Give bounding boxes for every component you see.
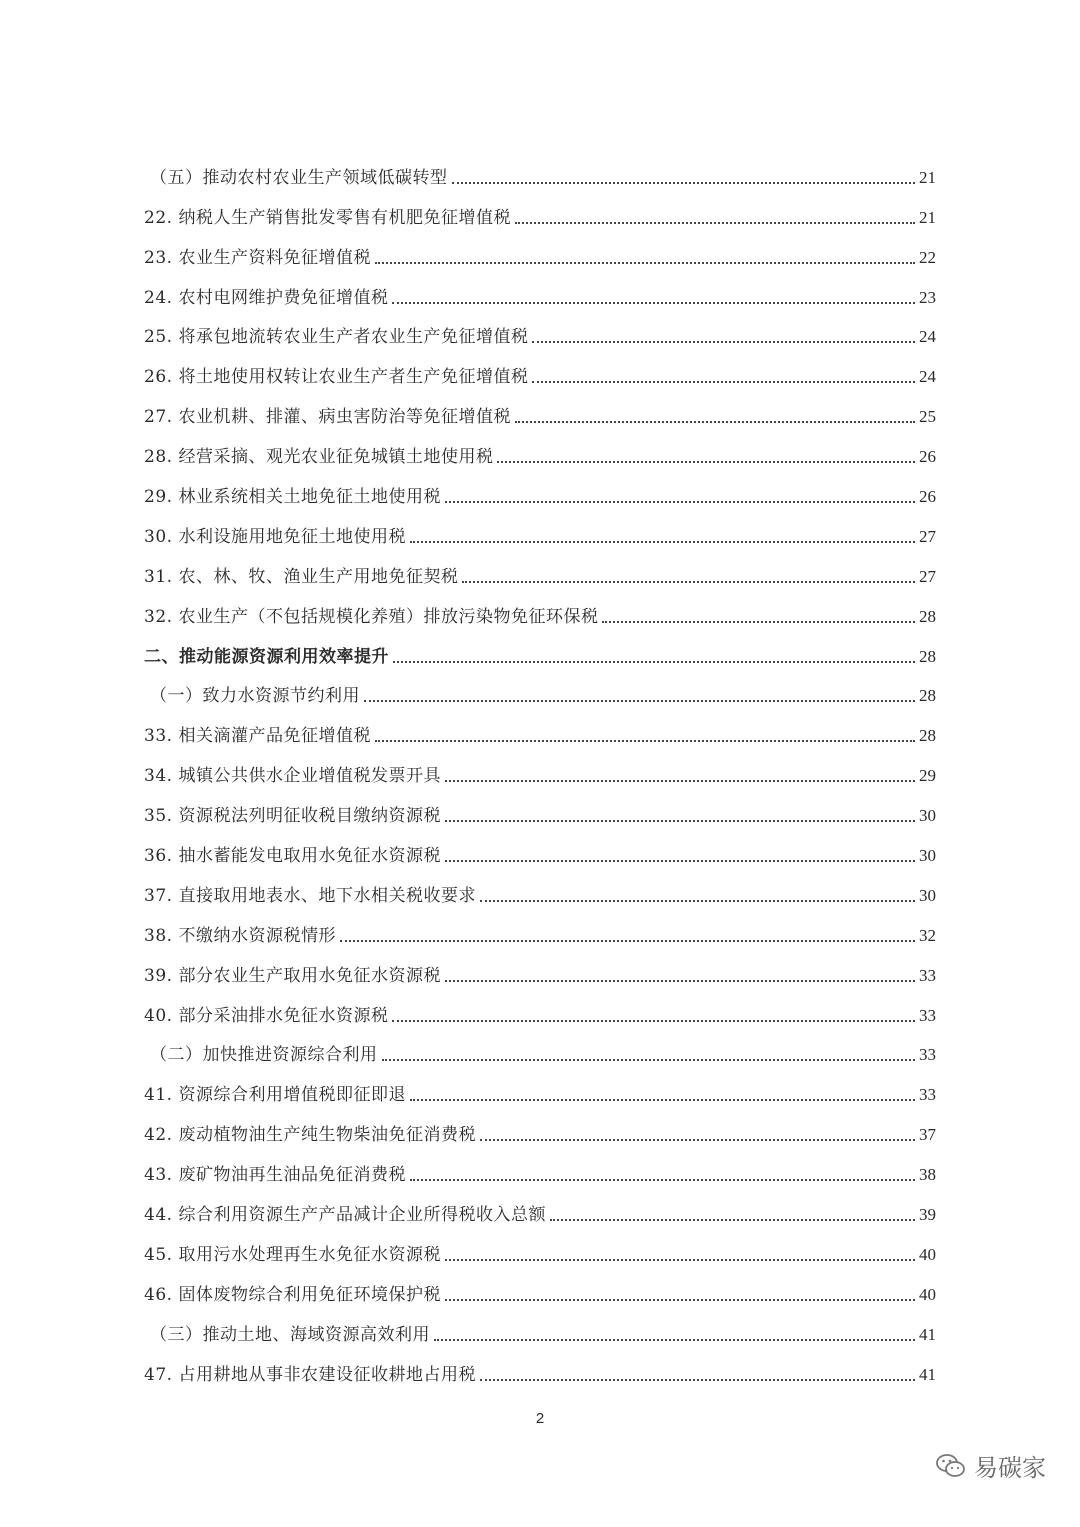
dot-leader	[497, 461, 915, 463]
toc-entry-label: （五）推动农村农业生产领域低碳转型	[150, 167, 448, 188]
dot-leader	[462, 581, 915, 583]
toc-entry[interactable]	[144, 309, 936, 349]
toc-entry-page: 30	[919, 806, 936, 826]
toc-entry[interactable]	[144, 588, 936, 628]
dot-leader	[445, 1259, 915, 1261]
toc-entry-label: 38. 不缴纳水资源税情形	[144, 925, 336, 946]
wechat-icon	[936, 1453, 966, 1479]
dot-leader	[480, 1139, 915, 1141]
toc-entry-label: 30. 水利设施用地免征土地使用税	[144, 526, 406, 547]
toc-entry[interactable]	[144, 668, 936, 708]
dot-leader	[515, 421, 915, 423]
dot-leader	[410, 1179, 915, 1181]
toc-entry-label: 43. 废矿物油再生油品免征消费税	[144, 1165, 406, 1186]
toc-entry-page: 23	[919, 287, 936, 307]
toc-entry[interactable]	[144, 348, 936, 388]
toc-entry-label: 39. 部分农业生产取用水免征水资源税	[144, 965, 441, 986]
toc-entry-page: 28	[919, 686, 936, 706]
dot-leader	[602, 621, 915, 623]
toc-entry[interactable]	[144, 628, 936, 668]
toc-entry-page: 26	[919, 447, 936, 467]
toc-entry[interactable]	[144, 1306, 936, 1346]
toc-entry[interactable]	[144, 1186, 936, 1226]
toc-entry-label: 40. 部分采油排水免征水资源税	[144, 1005, 389, 1026]
toc-entry-page: 27	[919, 566, 936, 586]
toc-entry[interactable]	[144, 548, 936, 588]
toc-entry-label: 42. 废动植物油生产纯生物柴油免征消费税	[144, 1125, 476, 1146]
toc-entry-page: 33	[919, 965, 936, 985]
toc-entry-label: 29. 林业系统相关土地免征土地使用税	[144, 487, 441, 508]
toc-entry[interactable]	[144, 508, 936, 548]
toc-entry-page: 39	[919, 1205, 936, 1225]
toc-entry-page: 40	[919, 1284, 936, 1304]
toc-entry-label: 45. 取用污水处理再生水免征水资源税	[144, 1244, 441, 1265]
toc-entry-page: 37	[919, 1125, 936, 1145]
toc-entry[interactable]	[144, 1226, 936, 1266]
dot-leader	[382, 1059, 916, 1061]
toc-entry-page: 27	[919, 526, 936, 546]
toc-entry-label: 47. 占用耕地从事非农建设征收耕地占用税	[144, 1364, 476, 1385]
dot-leader	[445, 501, 915, 503]
toc-entry[interactable]	[144, 388, 936, 428]
toc-entry[interactable]	[144, 428, 936, 468]
toc-entry-label: 25. 将承包地流转农业生产者农业生产免征增值税	[144, 327, 529, 348]
toc-entry[interactable]	[144, 747, 936, 787]
toc-entry-page: 25	[919, 407, 936, 427]
toc-entry-label: 31. 农、林、牧、渔业生产用地免征契税	[144, 566, 459, 587]
toc-entry[interactable]	[144, 1146, 936, 1186]
toc-entry[interactable]	[144, 149, 936, 189]
toc-entry[interactable]	[144, 827, 936, 867]
dot-leader	[445, 980, 915, 982]
toc-entry[interactable]	[144, 907, 936, 947]
toc-entry-page: 29	[919, 766, 936, 786]
toc-entry[interactable]	[144, 1066, 936, 1106]
dot-leader	[393, 661, 915, 663]
toc-entry-page: 28	[919, 726, 936, 746]
toc-entry-page: 21	[919, 207, 936, 227]
toc-entry-label: 32. 农业生产（不包括规模化养殖）排放污染物免征环保税	[144, 606, 599, 627]
dot-leader	[550, 1219, 915, 1221]
toc-entry[interactable]	[144, 1027, 936, 1067]
toc-entry-label: （三）推动土地、海域资源高效利用	[150, 1324, 430, 1345]
toc-entry[interactable]	[144, 1346, 936, 1386]
toc-entry-page: 21	[919, 167, 936, 187]
toc-entry-label: 二、推动能源资源利用效率提升	[144, 646, 389, 667]
dot-leader	[410, 1099, 915, 1101]
dot-leader	[392, 302, 915, 304]
toc-entry-page: 28	[919, 606, 936, 626]
toc-entry-page: 28	[919, 646, 936, 666]
toc-entry-label: 44. 综合利用资源生产产品减计企业所得税收入总额	[144, 1205, 546, 1226]
table-of-contents	[144, 149, 936, 1386]
toc-entry-label: 36. 抽水蓄能发电取用水免征水资源税	[144, 846, 441, 867]
dot-leader	[445, 1299, 915, 1301]
toc-entry-label: 23. 农业生产资料免征增值税	[144, 247, 371, 268]
dot-leader	[445, 780, 915, 782]
toc-entry-label: 27. 农业机耕、排灌、病虫害防治等免征增值税	[144, 407, 511, 428]
dot-leader	[445, 820, 915, 822]
toc-entry[interactable]	[144, 947, 936, 987]
dot-leader	[452, 182, 916, 184]
dot-leader	[375, 262, 915, 264]
dot-leader	[532, 381, 915, 383]
toc-entry[interactable]	[144, 987, 936, 1027]
toc-entry-label: 37. 直接取用地表水、地下水相关税收要求	[144, 885, 476, 906]
toc-entry-page: 24	[919, 327, 936, 347]
toc-entry-page: 33	[919, 1005, 936, 1025]
dot-leader	[434, 1339, 915, 1341]
toc-entry-label: （一）致力水资源节约利用	[150, 686, 360, 707]
toc-entry-page: 32	[919, 925, 936, 945]
toc-entry-label: 22. 纳税人生产销售批发零售有机肥免征增值税	[144, 207, 511, 228]
toc-entry-page: 30	[919, 846, 936, 866]
dot-leader	[515, 222, 915, 224]
toc-entry-label: 24. 农村电网维护费免征增值税	[144, 287, 389, 308]
dot-leader	[375, 740, 915, 742]
page-number: 2	[535, 1410, 545, 1427]
toc-entry-page: 24	[919, 367, 936, 387]
toc-entry[interactable]	[144, 1266, 936, 1306]
toc-entry-label: 34. 城镇公共供水企业增值税发票开具	[144, 766, 441, 787]
toc-entry-page: 33	[919, 1045, 936, 1065]
toc-entry-label: 33. 相关滴灌产品免征增值税	[144, 726, 371, 747]
toc-entry-page: 38	[919, 1165, 936, 1185]
toc-entry-page: 22	[919, 247, 936, 267]
toc-entry-label: 26. 将土地使用权转让农业生产者生产免征增值税	[144, 367, 529, 388]
toc-entry[interactable]	[144, 787, 936, 827]
dot-leader	[445, 860, 915, 862]
toc-entry-label: 35. 资源税法列明征收税目缴纳资源税	[144, 806, 441, 827]
dot-leader	[480, 1379, 915, 1381]
toc-entry[interactable]	[144, 867, 936, 907]
dot-leader	[340, 940, 915, 942]
toc-entry-label: 28. 经营采摘、观光农业征免城镇土地使用税	[144, 447, 494, 468]
toc-entry-page: 26	[919, 487, 936, 507]
toc-entry-label: 46. 固体废物综合利用免征环境保护税	[144, 1284, 441, 1305]
toc-entry-page: 41	[919, 1364, 936, 1384]
toc-entry-label: 41. 资源综合利用增值税即征即退	[144, 1085, 406, 1106]
dot-leader	[532, 341, 915, 343]
toc-entry[interactable]	[144, 1106, 936, 1146]
toc-entry[interactable]	[144, 468, 936, 508]
watermark-text: 易碳家	[974, 1454, 1046, 1482]
dot-leader	[480, 900, 915, 902]
toc-entry-page: 41	[919, 1324, 936, 1344]
toc-entry[interactable]	[144, 229, 936, 269]
toc-entry[interactable]	[144, 707, 936, 747]
toc-entry-page: 33	[919, 1085, 936, 1105]
dot-leader	[392, 1020, 915, 1022]
toc-entry-page: 30	[919, 885, 936, 905]
dot-leader	[364, 700, 915, 702]
toc-entry-page: 40	[919, 1244, 936, 1264]
toc-entry[interactable]	[144, 269, 936, 309]
watermark	[936, 1448, 1046, 1483]
dot-leader	[410, 541, 915, 543]
toc-entry[interactable]	[144, 189, 936, 229]
toc-entry-label: （二）加快推进资源综合利用	[150, 1045, 378, 1066]
